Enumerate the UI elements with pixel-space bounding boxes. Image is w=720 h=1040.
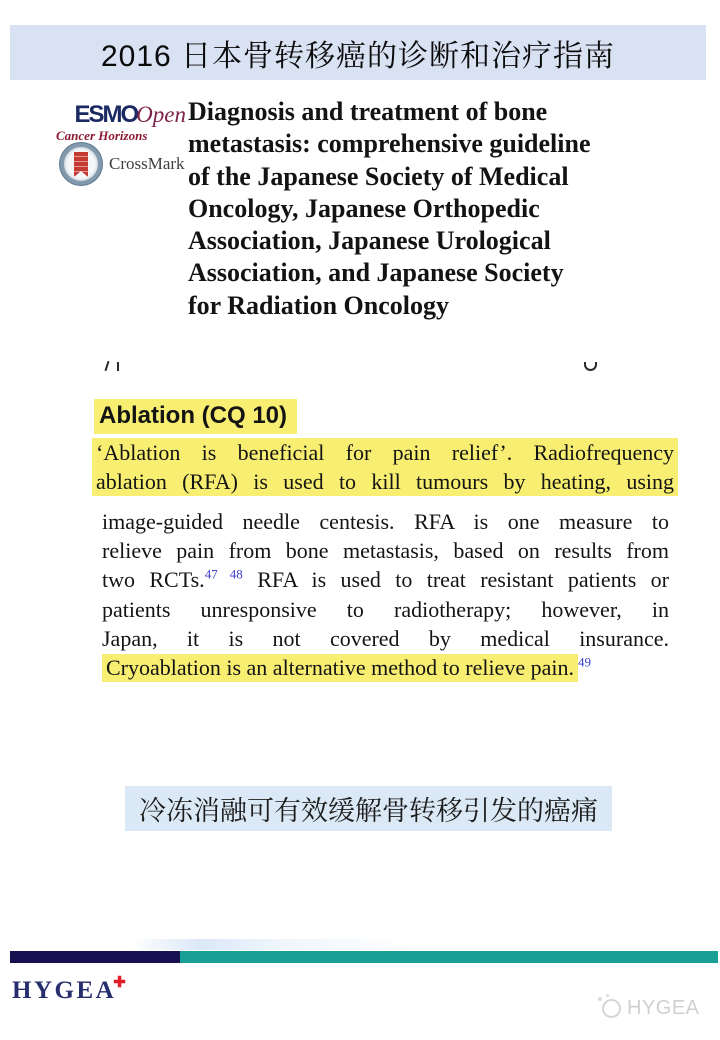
- article-title-line: Diagnosis and treatment of bone: [188, 97, 548, 126]
- body-line: patients unresponsive to radiotherapy; however, in: [102, 596, 669, 622]
- crossmark-icon: [60, 143, 102, 185]
- sparkle-icon: [598, 997, 602, 1001]
- crossmark-label: CrossMark: [109, 154, 185, 173]
- highlight-line: ‘Ablation is beneficial for pain relief’. Radiofrequency: [92, 438, 678, 467]
- footer-stripe-artifact: [130, 939, 410, 950]
- chinese-caption-text: 冷冻消融可有效缓解骨转移引发的癌痛: [139, 796, 598, 826]
- footer-navy-bar: [10, 951, 180, 963]
- open-wordmark: Open: [136, 102, 186, 127]
- esmo-tagline: Cancer Horizons: [56, 128, 148, 143]
- cropped-glyph-fragment: [105, 361, 110, 371]
- body-text: RFA is used to treat resistant patients or: [257, 567, 670, 593]
- article-title-line: for Radiation Oncology: [188, 290, 449, 320]
- highlighted-paragraph: [92, 438, 678, 496]
- esmo-open-wordmark: [56, 103, 186, 127]
- reference-superscript: 47 48: [204, 567, 243, 583]
- body-paragraph: [102, 507, 669, 682]
- highlight-text: Cryoablation is an alternative method to relieve pain.: [102, 654, 578, 682]
- highlight-line: ablation (RFA) is used to kill tumours by heating, using: [92, 467, 678, 496]
- highlighted-final-line: [102, 653, 669, 682]
- cropped-glyph-fragment: [117, 362, 119, 371]
- watermark-text: HYGEA: [627, 997, 700, 1019]
- crossmark-logo: [60, 143, 185, 185]
- reference-superscript: 49: [577, 654, 591, 670]
- article-title-line: Association, and Japanese Society: [188, 258, 564, 288]
- body-line-with-references: [102, 565, 669, 594]
- chinese-caption-bar: [125, 786, 612, 831]
- bookmark-icon: [74, 152, 88, 177]
- hygea-watermark: [602, 997, 700, 1020]
- sparkle-icon: [606, 994, 609, 997]
- article-title-line: Oncology, Japanese Orthopedic: [188, 193, 540, 223]
- section-heading-text: Ablation (CQ 10): [94, 399, 297, 434]
- article-title-line: of the Japanese Society of Medical: [188, 161, 569, 191]
- esmo-open-logo: [56, 103, 186, 144]
- hygea-wordmark: HYGEA: [12, 977, 117, 1004]
- body-line: Japan, it is not covered by medical insurance.: [102, 625, 669, 651]
- article-title: [188, 96, 666, 322]
- watermark-logo-icon: [602, 999, 621, 1018]
- body-line: image-guided needle centesis. RFA is one measure to: [102, 509, 669, 534]
- article-title-line: Association, Japanese Urological: [188, 226, 551, 256]
- section-heading: [94, 399, 297, 434]
- red-cross-icon: ✚: [113, 974, 126, 991]
- article-title-line: metastasis: comprehensive guideline: [188, 129, 591, 159]
- body-line: relieve pain from bone metastasis, based on results from: [102, 538, 669, 564]
- hygea-logo: [12, 974, 129, 1005]
- slide-title: 2016 日本骨转移癌的诊断和治疗指南: [100, 39, 616, 73]
- body-text: two RCTs.: [102, 567, 205, 593]
- cropped-glyph-fragment: [584, 362, 597, 371]
- esmo-wordmark: ESMO: [74, 101, 138, 128]
- slide-title-bar: [10, 25, 706, 80]
- footer-teal-bar: [180, 951, 718, 963]
